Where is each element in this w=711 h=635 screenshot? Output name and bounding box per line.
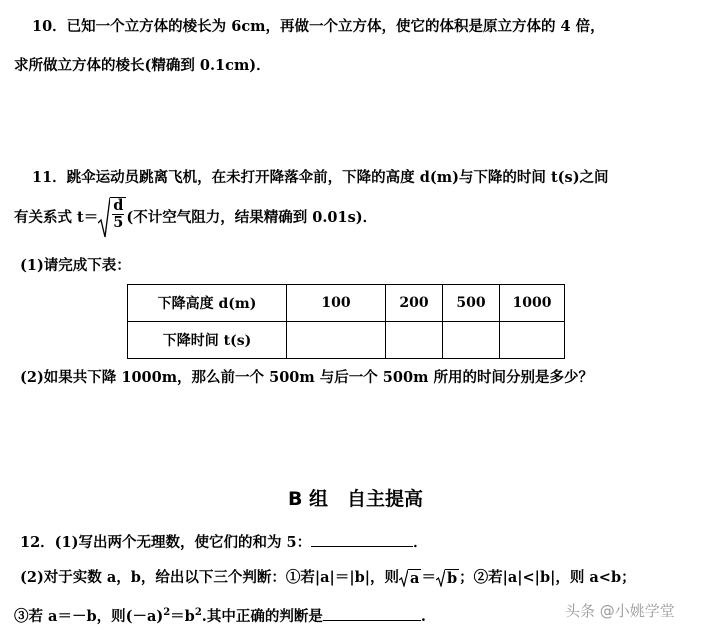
- watermark: [565, 599, 675, 623]
- q11-line-1: 11．跳伞运动员跳离飞机，在未打开降落伞前，下降的高度 d(m)与下降的时间 t(s)之间: [32, 169, 609, 186]
- q11-line-2: [14, 196, 377, 242]
- sqrt-a: [399, 569, 421, 588]
- table-cell-time-200[interactable]: [386, 322, 443, 359]
- table-cell-height-200: 200: [386, 285, 443, 322]
- q12-part-3: [14, 603, 426, 627]
- superscript-two: 2: [194, 607, 202, 618]
- q11-sqrt-formula: [98, 197, 126, 239]
- superscript-two: 2: [163, 607, 171, 618]
- sqrt-b-radicand: b: [446, 569, 458, 587]
- q11-fraction-numerator: d: [113, 197, 124, 214]
- table-cell-height-500: 500: [443, 285, 500, 322]
- q12-part-3-end: .: [420, 607, 426, 625]
- q11-formula-prefix: 有关系式 t＝: [14, 209, 99, 226]
- table-row: [128, 285, 565, 322]
- section-heading: B 组 自主提高: [287, 488, 424, 510]
- q12-part-2: [20, 568, 636, 588]
- watermark-text: 头条 @小姚学堂: [565, 602, 675, 620]
- table-cell-time-100[interactable]: [287, 322, 386, 359]
- table-header-time: 下降时间 t(s): [128, 322, 287, 359]
- q10-line-2: 求所做立方体的棱长(精确到 0.1cm)．: [14, 57, 271, 74]
- table-cell-time-1000[interactable]: [500, 322, 565, 359]
- sqrt-a-radicand: a: [410, 569, 420, 587]
- radical-sign-icon: [399, 569, 408, 587]
- q12-part-3-text: ③若 a＝－b，则(－a): [14, 607, 164, 625]
- q11-fraction-denominator: 5: [113, 214, 124, 231]
- q12-answer-blank-2[interactable]: [323, 620, 421, 621]
- q12-part-2-text: (2)对于实数 a，b，给出以下三个判断：①若|a|＝|b|，则: [20, 569, 400, 586]
- q12-part-1-end: ．: [413, 534, 428, 551]
- q12-part-1-text: 12．(1)写出两个无理数，使它们的和为 5：: [20, 534, 312, 551]
- q11-part-1: (1)请完成下表：: [20, 257, 131, 274]
- q12-part-2-rest: ；②若|a|<|b|，则 a<b；: [459, 569, 636, 586]
- q12-part-1: [20, 533, 428, 553]
- table-cell-height-100: 100: [287, 285, 386, 322]
- q11-formula-suffix: (不计空气阻力，结果精确到 0.01s)．: [126, 209, 378, 226]
- q11-table: [127, 284, 565, 359]
- q12-part-3-rest: .其中正确的判断是: [201, 607, 323, 625]
- q11-fraction: [110, 197, 126, 239]
- radical-sign-icon: [436, 569, 445, 587]
- q12-equals: ＝: [421, 569, 436, 586]
- table-cell-time-500[interactable]: [443, 322, 500, 359]
- table-row: [128, 322, 565, 359]
- q12-part-3-mid: ＝b: [170, 607, 195, 625]
- table-cell-height-1000: 1000: [500, 285, 565, 322]
- sqrt-b: [436, 569, 459, 588]
- q10-line-1: 10．已知一个立方体的棱长为 6cm，再做一个立方体，使它的体积是原立方体的 4 倍，: [32, 18, 605, 35]
- q11-part-2: (2)如果共下降 1000m，那么前一个 500m 与后一个 500m 所用的时间分别是多少？: [20, 369, 593, 386]
- radical-sign-icon: [98, 197, 110, 239]
- q12-answer-blank-1[interactable]: [311, 546, 413, 547]
- table-header-height: 下降高度 d(m): [128, 285, 287, 322]
